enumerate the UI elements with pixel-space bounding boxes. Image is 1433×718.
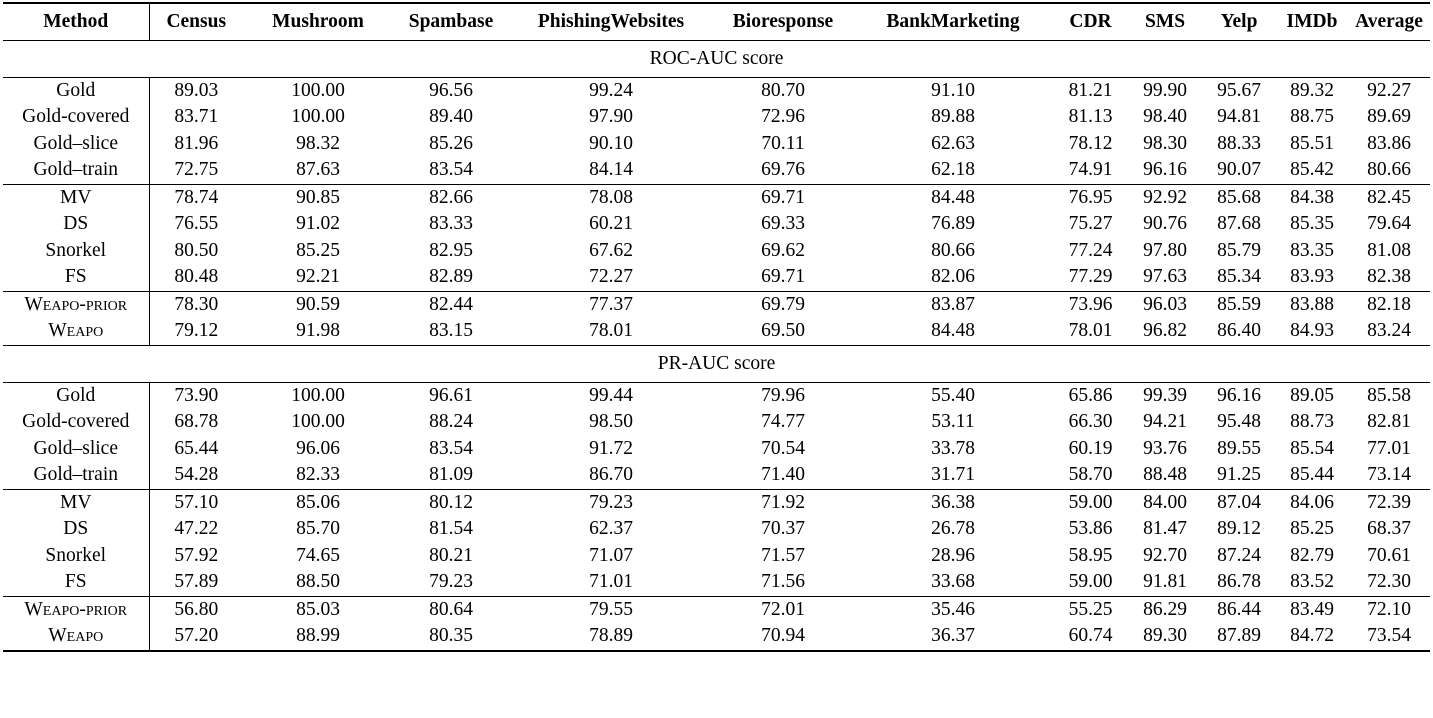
- value-cell: 53.11: [931, 411, 975, 433]
- value-cell: 83.15: [393, 318, 509, 345]
- value-cell: 85.68: [1217, 186, 1261, 208]
- value-cell: 86.44: [1217, 598, 1261, 620]
- table-row: [3, 184, 1430, 211]
- value-cell: 36.37: [853, 623, 1053, 651]
- value-cell: 81.54: [429, 518, 473, 540]
- value-cell: 33.68: [853, 569, 1053, 596]
- value-cell: 57.89: [149, 569, 243, 596]
- value-cell: 86.40: [1202, 318, 1276, 345]
- value-cell: 80.48: [149, 264, 243, 291]
- value-cell: 81.09: [393, 462, 509, 489]
- value-cell: 85.25: [296, 239, 340, 261]
- value-cell: 80.12: [429, 491, 473, 513]
- value-cell: 85.70: [296, 518, 340, 540]
- value-cell: 36.38: [931, 491, 975, 513]
- value-cell: 33.78: [931, 437, 975, 459]
- value-cell: 79.12: [149, 318, 243, 345]
- value-cell: 82.33: [243, 462, 393, 489]
- value-cell: 98.30: [1143, 132, 1187, 154]
- column-header-imdb: IMDb: [1276, 3, 1348, 40]
- value-cell: 79.96: [761, 384, 805, 406]
- value-cell: 58.70: [1053, 462, 1128, 489]
- method-cell: Snorkel: [3, 238, 149, 265]
- value-cell: 81.47: [1143, 518, 1187, 540]
- value-cell: 69.33: [761, 213, 805, 235]
- column-header-census: Census: [149, 3, 243, 40]
- table-body: [3, 40, 1430, 651]
- value-cell: 85.59: [1217, 293, 1261, 315]
- method-cell: Weapo: [3, 623, 149, 651]
- value-cell: 89.40: [429, 106, 473, 128]
- method-cell: Weapo-prior: [3, 291, 149, 318]
- value-cell: 83.93: [1276, 264, 1348, 291]
- value-cell: 62.63: [931, 132, 975, 154]
- value-cell: 70.94: [713, 623, 853, 651]
- section-header-row: [3, 40, 1430, 77]
- value-cell: 85.79: [1217, 239, 1261, 261]
- value-cell: 96.16: [1217, 384, 1261, 406]
- value-cell: 76.95: [1068, 186, 1113, 208]
- value-cell: 88.73: [1290, 411, 1334, 433]
- method-cell: DS: [3, 516, 149, 543]
- value-cell: 89.30: [1128, 623, 1202, 651]
- table-row: [3, 77, 1430, 104]
- value-cell: 83.54: [393, 157, 509, 184]
- value-cell: 92.92: [1143, 186, 1187, 208]
- value-cell: 73.96: [1068, 293, 1113, 315]
- value-cell: 26.78: [931, 518, 975, 540]
- value-cell: 84.14: [509, 157, 713, 184]
- value-cell: 100.00: [291, 79, 345, 101]
- method-cell: Weapo: [3, 318, 149, 345]
- value-cell: 99.44: [589, 384, 633, 406]
- value-cell: 98.32: [296, 132, 340, 154]
- method-cell: Gold-covered: [3, 409, 149, 436]
- value-cell: 57.92: [174, 544, 219, 566]
- value-cell: 77.24: [1068, 239, 1113, 261]
- section-header-row: [3, 345, 1430, 382]
- value-cell: 71.40: [713, 462, 853, 489]
- value-cell: 89.03: [174, 79, 219, 101]
- value-cell: 88.50: [243, 569, 393, 596]
- value-cell: 85.03: [296, 598, 340, 620]
- column-header-sms: SMS: [1128, 3, 1202, 40]
- value-cell: 88.48: [1128, 462, 1202, 489]
- value-cell: 78.01: [509, 318, 713, 345]
- value-cell: 89.12: [1217, 518, 1261, 540]
- method-cell: FS: [3, 264, 149, 291]
- value-cell: 85.34: [1202, 264, 1276, 291]
- value-cell: 83.86: [1367, 132, 1411, 154]
- column-header-mushroom: Mushroom: [243, 3, 393, 40]
- value-cell: 84.93: [1276, 318, 1348, 345]
- value-cell: 88.24: [429, 411, 473, 433]
- value-cell: 89.05: [1290, 384, 1334, 406]
- value-cell: 67.62: [589, 239, 633, 261]
- value-cell: 78.01: [1053, 318, 1128, 345]
- value-cell: 74.91: [1053, 157, 1128, 184]
- value-cell: 55.25: [1068, 598, 1113, 620]
- value-cell: 72.39: [1367, 491, 1411, 513]
- table-row: [3, 543, 1430, 570]
- value-cell: 100.00: [291, 106, 345, 128]
- column-header-method: Method: [3, 3, 149, 40]
- value-cell: 59.00: [1053, 569, 1128, 596]
- table-row: [3, 104, 1430, 131]
- value-cell: 97.80: [1143, 239, 1187, 261]
- value-cell: 72.96: [761, 106, 805, 128]
- method-cell: Snorkel: [3, 543, 149, 570]
- value-cell: 82.95: [429, 239, 473, 261]
- column-header-spambase: Spambase: [393, 3, 509, 40]
- value-cell: 31.71: [853, 462, 1053, 489]
- value-cell: 86.70: [509, 462, 713, 489]
- table-row: [3, 596, 1430, 623]
- column-header-average: Average: [1348, 3, 1430, 40]
- section-title: ROC-AUC score: [3, 40, 1430, 77]
- value-cell: 100.00: [291, 384, 345, 406]
- value-cell: 91.25: [1202, 462, 1276, 489]
- method-cell: Gold–slice: [3, 436, 149, 463]
- value-cell: 65.86: [1068, 384, 1113, 406]
- value-cell: 89.69: [1367, 106, 1411, 128]
- column-header-yelp: Yelp: [1202, 3, 1276, 40]
- value-cell: 92.21: [243, 264, 393, 291]
- value-cell: 82.79: [1290, 544, 1334, 566]
- value-cell: 69.76: [713, 157, 853, 184]
- method-cell: Gold–slice: [3, 131, 149, 158]
- value-cell: 69.71: [713, 264, 853, 291]
- table-row: [3, 489, 1430, 516]
- value-cell: 95.67: [1217, 79, 1261, 101]
- value-cell: 87.24: [1217, 544, 1261, 566]
- value-cell: 88.99: [243, 623, 393, 651]
- value-cell: 82.89: [393, 264, 509, 291]
- value-cell: 99.39: [1143, 384, 1187, 406]
- value-cell: 82.06: [853, 264, 1053, 291]
- value-cell: 90.59: [296, 293, 340, 315]
- value-cell: 94.21: [1143, 411, 1187, 433]
- method-cell: MV: [3, 489, 149, 516]
- value-cell: 68.78: [174, 411, 219, 433]
- value-cell: 87.68: [1217, 213, 1261, 235]
- value-cell: 84.00: [1143, 491, 1187, 513]
- table-row: [3, 291, 1430, 318]
- value-cell: 60.19: [1068, 437, 1113, 459]
- value-cell: 84.72: [1276, 623, 1348, 651]
- value-cell: 56.80: [174, 598, 219, 620]
- value-cell: 87.89: [1202, 623, 1276, 651]
- table-row: [3, 238, 1430, 265]
- value-cell: 91.98: [243, 318, 393, 345]
- value-cell: 84.06: [1290, 491, 1334, 513]
- table-header: [3, 3, 1430, 40]
- value-cell: 96.61: [429, 384, 473, 406]
- method-cell: Gold-covered: [3, 104, 149, 131]
- value-cell: 80.66: [1348, 157, 1430, 184]
- value-cell: 84.38: [1290, 186, 1334, 208]
- value-cell: 78.30: [174, 293, 219, 315]
- value-cell: 77.37: [589, 293, 633, 315]
- value-cell: 80.66: [931, 239, 975, 261]
- value-cell: 69.50: [713, 318, 853, 345]
- value-cell: 91.81: [1128, 569, 1202, 596]
- value-cell: 85.42: [1276, 157, 1348, 184]
- column-header-phishingwebsites: PhishingWebsites: [509, 3, 713, 40]
- value-cell: 83.52: [1276, 569, 1348, 596]
- value-cell: 81.08: [1367, 239, 1411, 261]
- table-row: [3, 264, 1430, 291]
- value-cell: 73.90: [174, 384, 219, 406]
- value-cell: 65.44: [174, 437, 219, 459]
- value-cell: 84.48: [931, 186, 975, 208]
- method-cell: Gold–train: [3, 462, 149, 489]
- value-cell: 82.45: [1367, 186, 1411, 208]
- value-cell: 92.27: [1367, 79, 1411, 101]
- value-cell: 95.48: [1217, 411, 1261, 433]
- value-cell: 66.30: [1068, 411, 1113, 433]
- value-cell: 72.30: [1348, 569, 1430, 596]
- value-cell: 57.20: [149, 623, 243, 651]
- value-cell: 75.27: [1068, 213, 1113, 235]
- value-cell: 96.82: [1128, 318, 1202, 345]
- table-row: [3, 157, 1430, 184]
- value-cell: 60.21: [589, 213, 633, 235]
- value-cell: 73.54: [1348, 623, 1430, 651]
- value-cell: 89.55: [1217, 437, 1261, 459]
- table-row: [3, 382, 1430, 409]
- value-cell: 69.79: [761, 293, 805, 315]
- value-cell: 91.10: [931, 79, 975, 101]
- method-cell: MV: [3, 184, 149, 211]
- method-cell: Weapo-prior: [3, 596, 149, 623]
- value-cell: 99.24: [589, 79, 633, 101]
- value-cell: 89.32: [1290, 79, 1334, 101]
- value-cell: 83.49: [1290, 598, 1334, 620]
- column-header-bioresponse: Bioresponse: [713, 3, 853, 40]
- value-cell: 71.01: [509, 569, 713, 596]
- value-cell: 53.86: [1068, 518, 1113, 540]
- column-header-cdr: CDR: [1053, 3, 1128, 40]
- value-cell: 73.14: [1348, 462, 1430, 489]
- method-cell: Gold: [3, 77, 149, 104]
- value-cell: 80.35: [393, 623, 509, 651]
- value-cell: 74.65: [296, 544, 340, 566]
- value-cell: 89.88: [931, 106, 975, 128]
- value-cell: 78.89: [509, 623, 713, 651]
- value-cell: 60.74: [1053, 623, 1128, 651]
- column-header-bankmarketing: BankMarketing: [853, 3, 1053, 40]
- value-cell: 69.62: [761, 239, 805, 261]
- value-cell: 78.12: [1068, 132, 1113, 154]
- value-cell: 71.56: [713, 569, 853, 596]
- value-cell: 57.10: [174, 491, 219, 513]
- value-cell: 55.40: [931, 384, 975, 406]
- value-cell: 98.50: [589, 411, 633, 433]
- value-cell: 28.96: [931, 544, 975, 566]
- value-cell: 85.51: [1290, 132, 1334, 154]
- value-cell: 35.46: [931, 598, 975, 620]
- method-cell: Gold: [3, 382, 149, 409]
- value-cell: 83.88: [1290, 293, 1334, 315]
- value-cell: 68.37: [1367, 518, 1411, 540]
- value-cell: 85.35: [1290, 213, 1334, 235]
- section-title: PR-AUC score: [3, 345, 1430, 382]
- value-cell: 70.37: [761, 518, 805, 540]
- value-cell: 82.44: [429, 293, 473, 315]
- value-cell: 96.06: [296, 437, 340, 459]
- value-cell: 85.25: [1290, 518, 1334, 540]
- table-row: [3, 462, 1430, 489]
- value-cell: 83.54: [429, 437, 473, 459]
- value-cell: 79.23: [589, 491, 633, 513]
- value-cell: 81.13: [1068, 106, 1113, 128]
- value-cell: 96.56: [429, 79, 473, 101]
- value-cell: 86.78: [1202, 569, 1276, 596]
- value-cell: 58.95: [1068, 544, 1113, 566]
- value-cell: 85.58: [1367, 384, 1411, 406]
- value-cell: 96.16: [1128, 157, 1202, 184]
- value-cell: 72.75: [149, 157, 243, 184]
- value-cell: 47.22: [174, 518, 219, 540]
- table-row: [3, 623, 1430, 651]
- table-row: [3, 131, 1430, 158]
- value-cell: 82.81: [1367, 411, 1411, 433]
- table-row: [3, 409, 1430, 436]
- value-cell: 74.77: [761, 411, 805, 433]
- value-cell: 96.03: [1143, 293, 1187, 315]
- value-cell: 81.21: [1068, 79, 1113, 101]
- value-cell: 54.28: [149, 462, 243, 489]
- value-cell: 69.71: [761, 186, 805, 208]
- value-cell: 90.07: [1202, 157, 1276, 184]
- value-cell: 97.63: [1128, 264, 1202, 291]
- value-cell: 87.63: [243, 157, 393, 184]
- value-cell: 70.61: [1367, 544, 1411, 566]
- table-row: [3, 436, 1430, 463]
- value-cell: 85.06: [296, 491, 340, 513]
- value-cell: 83.35: [1290, 239, 1334, 261]
- value-cell: 87.04: [1217, 491, 1261, 513]
- value-cell: 80.50: [174, 239, 219, 261]
- value-cell: 77.01: [1367, 437, 1411, 459]
- table-row: [3, 569, 1430, 596]
- value-cell: 83.87: [931, 293, 975, 315]
- value-cell: 91.02: [296, 213, 340, 235]
- value-cell: 91.72: [589, 437, 633, 459]
- value-cell: 85.26: [429, 132, 473, 154]
- value-cell: 62.18: [853, 157, 1053, 184]
- value-cell: 86.29: [1143, 598, 1187, 620]
- value-cell: 79.64: [1367, 213, 1411, 235]
- value-cell: 77.29: [1053, 264, 1128, 291]
- value-cell: 88.75: [1290, 106, 1334, 128]
- value-cell: 85.44: [1276, 462, 1348, 489]
- value-cell: 94.81: [1217, 106, 1261, 128]
- value-cell: 84.48: [853, 318, 1053, 345]
- value-cell: 100.00: [291, 411, 345, 433]
- value-cell: 90.85: [296, 186, 340, 208]
- value-cell: 79.23: [393, 569, 509, 596]
- value-cell: 80.70: [761, 79, 805, 101]
- value-cell: 99.90: [1143, 79, 1187, 101]
- method-cell: DS: [3, 211, 149, 238]
- value-cell: 76.89: [931, 213, 975, 235]
- value-cell: 78.74: [174, 186, 219, 208]
- value-cell: 83.24: [1348, 318, 1430, 345]
- value-cell: 80.64: [429, 598, 473, 620]
- table-row: [3, 318, 1430, 345]
- value-cell: 79.55: [589, 598, 633, 620]
- value-cell: 71.92: [761, 491, 805, 513]
- value-cell: 59.00: [1068, 491, 1113, 513]
- value-cell: 83.71: [174, 106, 219, 128]
- value-cell: 98.40: [1143, 106, 1187, 128]
- value-cell: 71.57: [761, 544, 805, 566]
- value-cell: 88.33: [1217, 132, 1261, 154]
- value-cell: 82.38: [1348, 264, 1430, 291]
- value-cell: 80.21: [429, 544, 473, 566]
- value-cell: 82.18: [1367, 293, 1411, 315]
- value-cell: 71.07: [589, 544, 633, 566]
- value-cell: 97.90: [589, 106, 633, 128]
- value-cell: 70.54: [761, 437, 805, 459]
- value-cell: 81.96: [174, 132, 219, 154]
- value-cell: 70.11: [761, 132, 805, 154]
- results-table: [3, 2, 1430, 652]
- value-cell: 82.66: [429, 186, 473, 208]
- value-cell: 92.70: [1143, 544, 1187, 566]
- value-cell: 85.54: [1290, 437, 1334, 459]
- value-cell: 78.08: [589, 186, 633, 208]
- method-cell: FS: [3, 569, 149, 596]
- value-cell: 83.33: [429, 213, 473, 235]
- table-row: [3, 516, 1430, 543]
- table-row: [3, 211, 1430, 238]
- value-cell: 72.10: [1367, 598, 1411, 620]
- value-cell: 90.76: [1143, 213, 1187, 235]
- value-cell: 72.27: [509, 264, 713, 291]
- value-cell: 76.55: [174, 213, 219, 235]
- value-cell: 90.10: [589, 132, 633, 154]
- value-cell: 72.01: [761, 598, 805, 620]
- value-cell: 93.76: [1143, 437, 1187, 459]
- value-cell: 62.37: [589, 518, 633, 540]
- method-cell: Gold–train: [3, 157, 149, 184]
